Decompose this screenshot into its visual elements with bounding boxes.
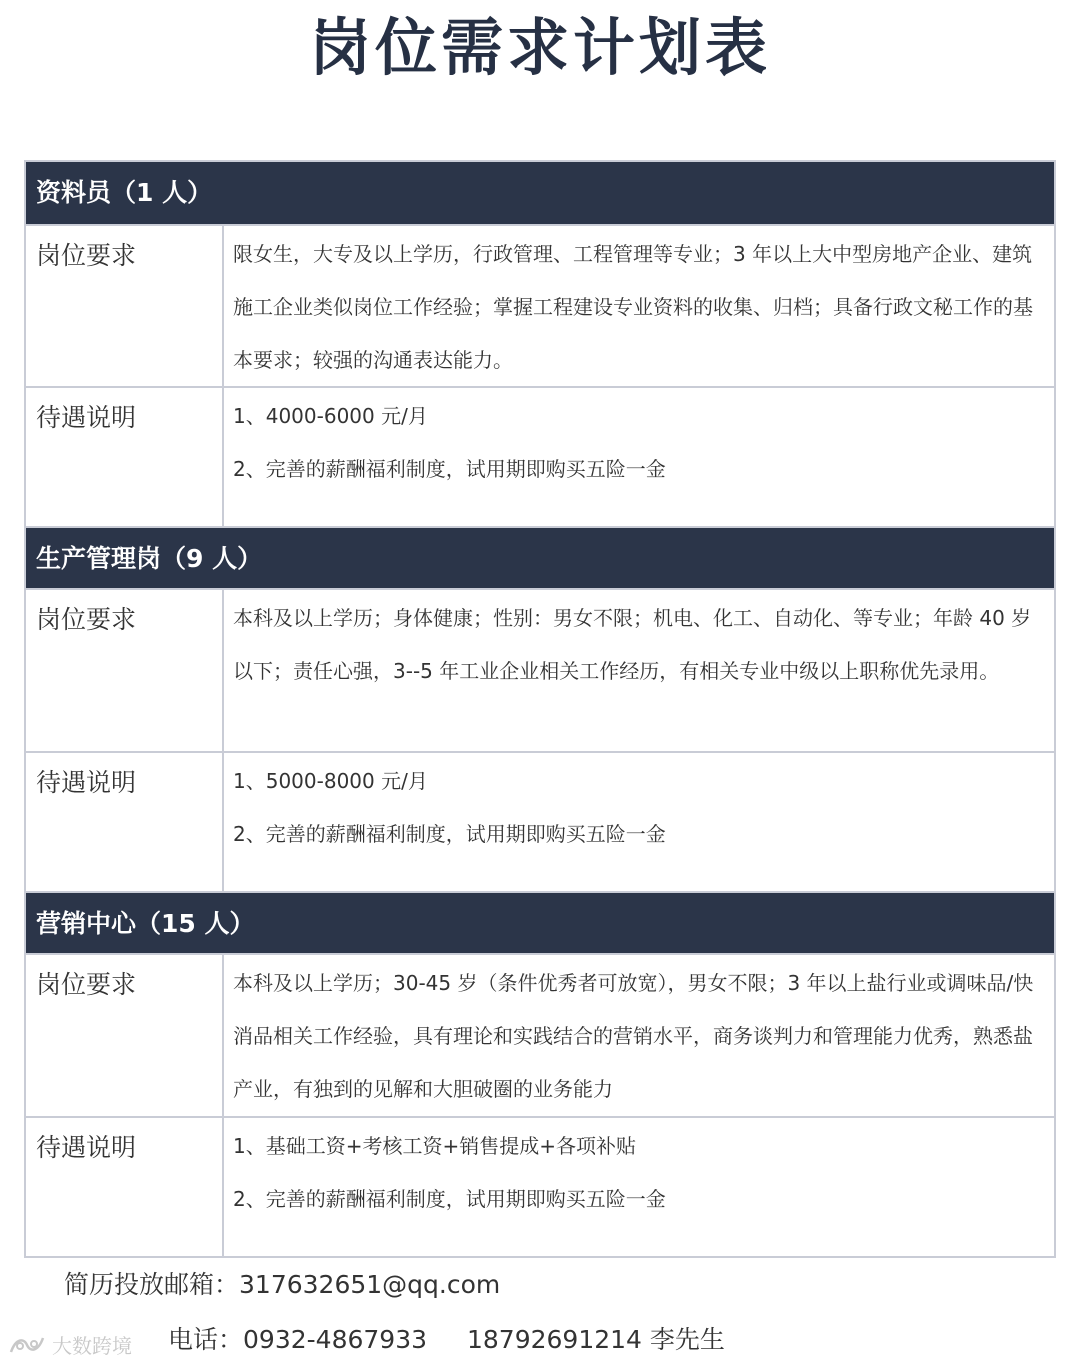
- salary-row: [26, 386, 1054, 526]
- requirement-row: [26, 953, 1054, 1116]
- watermark-logo-icon: [8, 1334, 46, 1356]
- section-header: 营销中心（15 人）: [26, 891, 1054, 953]
- section-archivist: [26, 162, 1054, 526]
- requirement-row: [26, 588, 1054, 751]
- salary-text: [224, 1118, 1054, 1256]
- requirement-row: [26, 224, 1054, 386]
- requirement-text: 本科及以上学历；30-45 岁（条件优秀者可放宽），男女不限；3 年以上盐行业或调味品/快消品相关工作经验，具有理论和实践结合的营销水平，商务谈判力和管理能力优秀，熟悉盐产业，有独到的见解和大胆破圈的业务能力: [233, 971, 1034, 1101]
- phone-label: 电话：: [168, 1325, 244, 1354]
- requirement-label: 岗位要求: [26, 590, 224, 751]
- salary-text: [224, 388, 1054, 526]
- section-header: 生产管理岗（9 人）: [26, 526, 1054, 588]
- salary-label: 待遇说明: [26, 388, 224, 526]
- salary-row: [26, 1116, 1054, 1256]
- salary-text: [224, 753, 1054, 891]
- salary-label: 待遇说明: [26, 753, 224, 891]
- resume-email: [64, 1265, 1080, 1301]
- watermark-text: 大数跨境: [52, 1334, 132, 1358]
- requirement-text: 本科及以上学历；身体健康；性别：男女不限；机电、化工、自动化、等专业；年龄 40 岁以下；责任心强，3--5 年工业企业相关工作经历，有相关专业中级以上职称优先录用。: [233, 606, 1032, 683]
- salary-line: 1、4000-6000 元/月: [233, 404, 428, 428]
- salary-label: 待遇说明: [26, 1118, 224, 1256]
- salary-row: [26, 751, 1054, 891]
- section-marketing-center: [26, 891, 1054, 1256]
- salary-line: 1、基础工资+考核工资+销售提成+各项补贴: [233, 1134, 636, 1158]
- job-plan-table: [24, 160, 1056, 1258]
- requirement-text: 限女生，大专及以上学历，行政管理、工程管理等专业；3 年以上大中型房地产企业、建筑施工企业类似岗位工作经验；掌握工程建设专业资料的收集、归档；具备行政文秘工作的基本要求；较强的沟通表达能力。: [233, 242, 1033, 372]
- requirement-label: 岗位要求: [26, 955, 224, 1116]
- salary-line: 2、完善的薪酬福利制度，试用期即购买五险一金: [233, 1187, 666, 1211]
- watermark: [8, 1330, 132, 1359]
- salary-line: 2、完善的薪酬福利制度，试用期即购买五险一金: [233, 457, 666, 481]
- email-address: 317632651@qq.com: [239, 1270, 501, 1299]
- salary-line: 1、5000-8000 元/月: [233, 769, 428, 793]
- email-label: 简历投放邮箱：: [64, 1270, 240, 1299]
- section-production-manager: [26, 526, 1054, 891]
- salary-line: 2、完善的薪酬福利制度，试用期即购买五险一金: [233, 822, 666, 846]
- page-title: 岗位需求计划表: [308, 11, 771, 84]
- phone-number-2: 18792691214 李先生: [467, 1325, 725, 1354]
- phone-number-1: 0932-4867933: [243, 1325, 427, 1354]
- section-header: 资料员（1 人）: [26, 162, 1054, 224]
- contact-phone: [168, 1320, 1080, 1356]
- requirement-label: 岗位要求: [26, 226, 224, 386]
